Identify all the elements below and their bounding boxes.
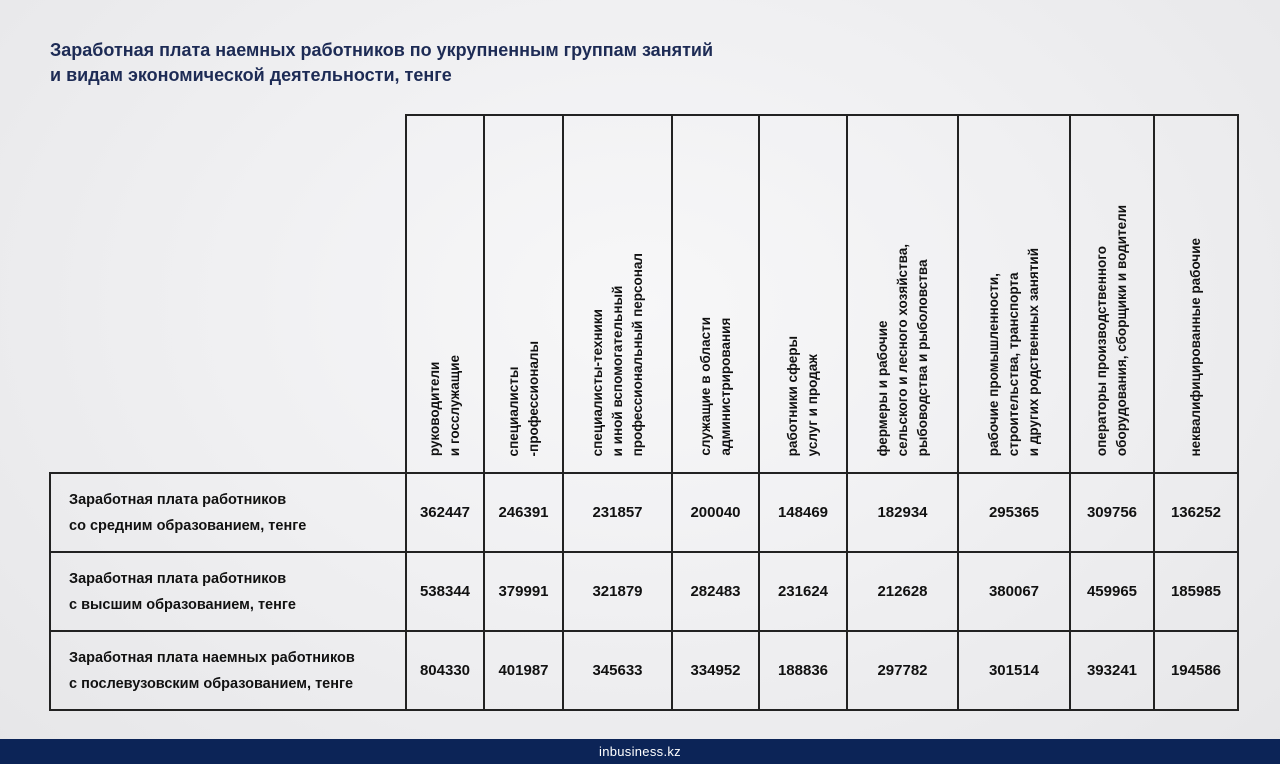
- table-cell: 188836: [759, 631, 847, 710]
- wage-table: [49, 114, 1239, 711]
- table-cell: 136252: [1154, 473, 1238, 552]
- table-cell: 194586: [1154, 631, 1238, 710]
- row-label: Заработная плата работников с высшим образованием, тенге: [50, 552, 406, 631]
- table-cell: 297782: [847, 631, 958, 710]
- table-cell: 182934: [847, 473, 958, 552]
- column-header-agriculture: фермеры и рабочие сельского и лесного хозяйства, рыбоводства и рыболовства: [847, 115, 958, 473]
- row-label: Заработная плата наемных работников с послевузовским образованием, тенге: [50, 631, 406, 710]
- column-header-elementary: неквалифицированные рабочие: [1154, 115, 1238, 473]
- table-row-secondary-education: [50, 473, 1238, 552]
- table-cell: 246391: [484, 473, 563, 552]
- table-cell: 380067: [958, 552, 1070, 631]
- table-cell: 459965: [1070, 552, 1154, 631]
- table-cell: 393241: [1070, 631, 1154, 710]
- column-header-machine-operators: операторы производственного оборудования, сборщики и водители: [1070, 115, 1154, 473]
- header-row: [50, 115, 1238, 473]
- table-cell: 200040: [672, 473, 759, 552]
- column-header-technicians: специалисты-техники и иной вспомогательный профессиональный персонал: [563, 115, 672, 473]
- table-row-postgraduate-education: [50, 631, 1238, 710]
- table-row-higher-education: [50, 552, 1238, 631]
- table-cell: 231857: [563, 473, 672, 552]
- column-header-craft-workers: рабочие промышленности, строительства, транспорта и других родственных занятий: [958, 115, 1070, 473]
- table-cell: 379991: [484, 552, 563, 631]
- table-cell: 212628: [847, 552, 958, 631]
- table-cell: 804330: [406, 631, 484, 710]
- table-cell: 538344: [406, 552, 484, 631]
- table-cell: 301514: [958, 631, 1070, 710]
- column-header-service-sales: работники сферы услуг и продаж: [759, 115, 847, 473]
- column-header-professionals: специалисты -профессионалы: [484, 115, 563, 473]
- row-label: Заработная плата работников со средним образованием, тенге: [50, 473, 406, 552]
- title-line-2: и видам экономической деятельности, тенге: [50, 65, 452, 85]
- footer-bar: [0, 739, 1280, 764]
- table-cell: 321879: [563, 552, 672, 631]
- column-header-managers: руководители и госслужащие: [406, 115, 484, 473]
- table-cell: 282483: [672, 552, 759, 631]
- header-corner: [50, 115, 406, 473]
- table-cell: 148469: [759, 473, 847, 552]
- table-cell: 231624: [759, 552, 847, 631]
- table-cell: 334952: [672, 631, 759, 710]
- table-cell: 295365: [958, 473, 1070, 552]
- table-cell: 362447: [406, 473, 484, 552]
- table-cell: 401987: [484, 631, 563, 710]
- page-title: [50, 38, 713, 88]
- column-header-clerical: служащие в области администрирования: [672, 115, 759, 473]
- table-cell: 185985: [1154, 552, 1238, 631]
- table-cell: 345633: [563, 631, 672, 710]
- title-line-1: Заработная плата наемных работников по укрупненным группам занятий: [50, 40, 714, 60]
- brand-logo[interactable]: inbusiness.kz: [599, 744, 681, 759]
- table-cell: 309756: [1070, 473, 1154, 552]
